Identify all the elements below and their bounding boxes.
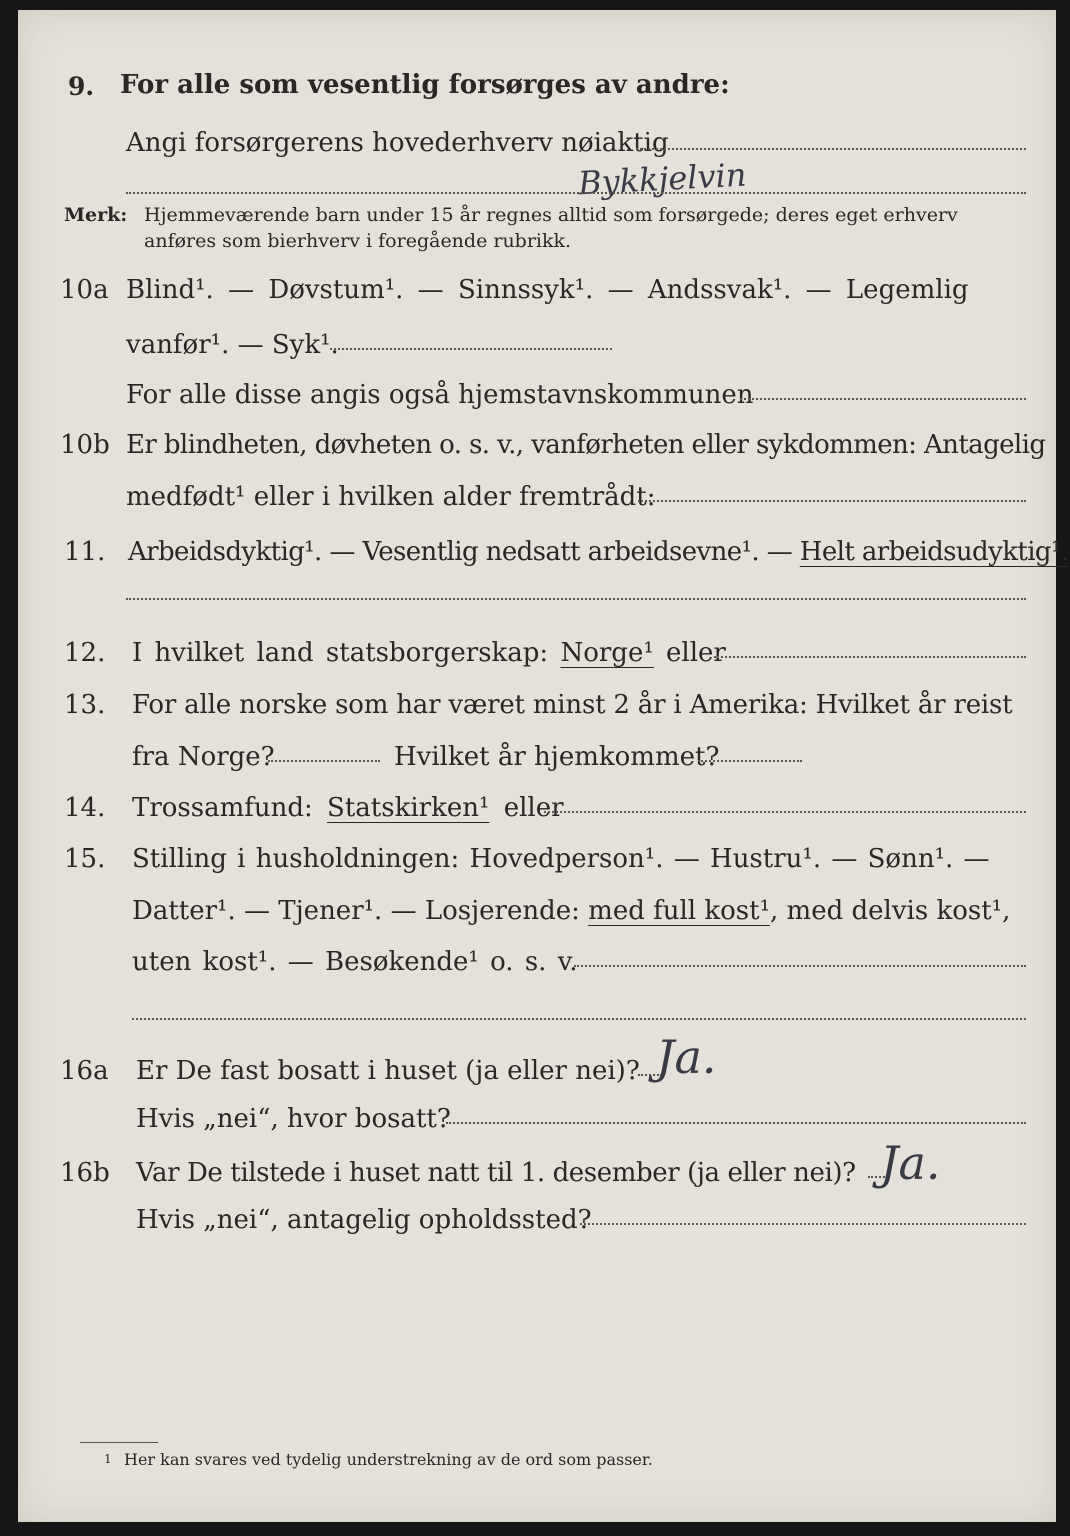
q13-line-1: For alle norske som har været minst 2 år i Amerika: Hvilket år reist <box>132 690 1013 720</box>
q16b-dotted-line-2 <box>580 1223 1026 1225</box>
q10a-line-3: For alle disse angis også hjemstavnskommunen <box>126 380 754 410</box>
q15-line-2 <box>132 896 1010 926</box>
q11-part-1: Arbeidsdyktig¹. — Vesentlig nedsatt arbeidsevne¹. — <box>128 537 800 567</box>
q15-line-1: Stilling i husholdningen: Hovedperson¹. — Hustru¹. — Sønn¹. — <box>132 844 990 874</box>
q10a-line-1: Blind¹. — Døvstum¹. — Sinnssyk¹. — Andssvak¹. — Legemlig <box>126 275 969 305</box>
q13-dotted-line-1 <box>268 760 380 762</box>
q14-dotted-line <box>544 811 1026 813</box>
q14-part-1: Trossamfund: <box>132 793 313 823</box>
q12-part-2: eller <box>666 638 726 668</box>
q9-field-label: Angi forsørgerens hovederhverv nøiaktig <box>126 128 669 158</box>
q12-norge-underlined: Norge¹ <box>560 638 654 668</box>
q16b-handwritten-answer[interactable]: Ja. <box>880 1136 941 1190</box>
q10a-dotted-line-1 <box>330 348 612 350</box>
q15-line-3: uten kost¹. — Besøkende¹ o. s. v. <box>132 947 578 977</box>
footnote-text: Her kan svares ved tydelig understrekning av de ord som passer. <box>124 1450 653 1469</box>
merk-line-2: anføres som bierhverv i foregående rubrikk. <box>144 230 572 252</box>
q10b-line-2: medfødt¹ eller i hvilken alder fremtrådt: <box>126 482 656 512</box>
q13-dotted-line-2 <box>698 760 802 762</box>
q9-dotted-line-1 <box>636 148 1026 150</box>
q10b-number: 10b <box>60 430 110 460</box>
footnote-rule <box>80 1442 158 1443</box>
q12-line <box>132 638 726 668</box>
q16b-line-1: Var De tilstede i huset natt til 1. desember (ja eller nei)? <box>136 1158 856 1188</box>
q14-number: 14. <box>64 793 106 823</box>
q16a-number: 16a <box>60 1056 109 1086</box>
q16a-handwritten-answer[interactable]: Ja. <box>656 1030 717 1084</box>
q15-part-c: , med delvis kost¹, <box>770 896 1011 926</box>
q16b-number: 16b <box>60 1158 110 1188</box>
q16a-dotted-line-2 <box>446 1122 1026 1124</box>
q11-number: 11. <box>64 537 106 567</box>
q10b-line-1: Er blindheten, døvheten o. s. v., vanførheten eller sykdommen: Antagelig <box>126 430 1046 460</box>
q9-title: For alle som vesentlig forsørges av andre: <box>120 70 730 100</box>
q9-number: 9. <box>68 72 95 101</box>
q15-part-a: Datter¹. — Tjener¹. — Losjerende: <box>132 896 580 926</box>
q16a-line-2: Hvis „nei“, hvor bosatt? <box>136 1104 451 1134</box>
q11-answer-underlined: Helt arbeidsudyktig¹. <box>799 537 1069 567</box>
q10a-number: 10a <box>60 275 109 305</box>
q13-line-2a: fra Norge? <box>132 742 275 772</box>
q13-number: 13. <box>64 690 106 720</box>
q10a-dotted-line-2 <box>740 398 1026 400</box>
q11-line <box>128 537 1068 567</box>
q10b-dotted-line <box>638 500 1026 502</box>
q9-handwritten-answer[interactable]: Bykkjelvin <box>577 155 748 203</box>
census-form-page <box>18 10 1069 1522</box>
footnote-mark: 1 <box>104 1452 112 1466</box>
q14-line <box>132 793 564 823</box>
q15-dotted-line-2 <box>132 1018 1026 1020</box>
q15-number: 15. <box>64 844 106 874</box>
q16b-line-2: Hvis „nei“, antagelig opholdssted? <box>136 1205 592 1235</box>
merk-line-1: Hjemmeværende barn under 15 år regnes alltid som forsørgede; deres eget erhverv <box>144 204 958 226</box>
q12-number: 12. <box>64 638 106 668</box>
q15-dotted-line-1 <box>574 965 1026 967</box>
q16a-line-1: Er De fast bosatt i huset (ja eller nei)? <box>136 1056 640 1086</box>
q15-full-kost-underlined: med full kost¹ <box>588 896 771 926</box>
q13-line-2b: Hvilket år hjemkommet? <box>394 742 720 772</box>
q11-dotted-line <box>126 598 1026 600</box>
q14-statskirken-underlined: Statskirken¹ <box>327 793 490 823</box>
q12-part-1: I hvilket land statsborgerskap: <box>132 638 549 668</box>
q9-dotted-line-2 <box>126 192 1026 194</box>
q10a-line-2: vanfør¹. — Syk¹. <box>126 330 339 360</box>
merk-label: Merk: <box>64 204 128 226</box>
q12-dotted-line <box>714 656 1026 658</box>
q14-part-2: eller <box>503 793 564 823</box>
